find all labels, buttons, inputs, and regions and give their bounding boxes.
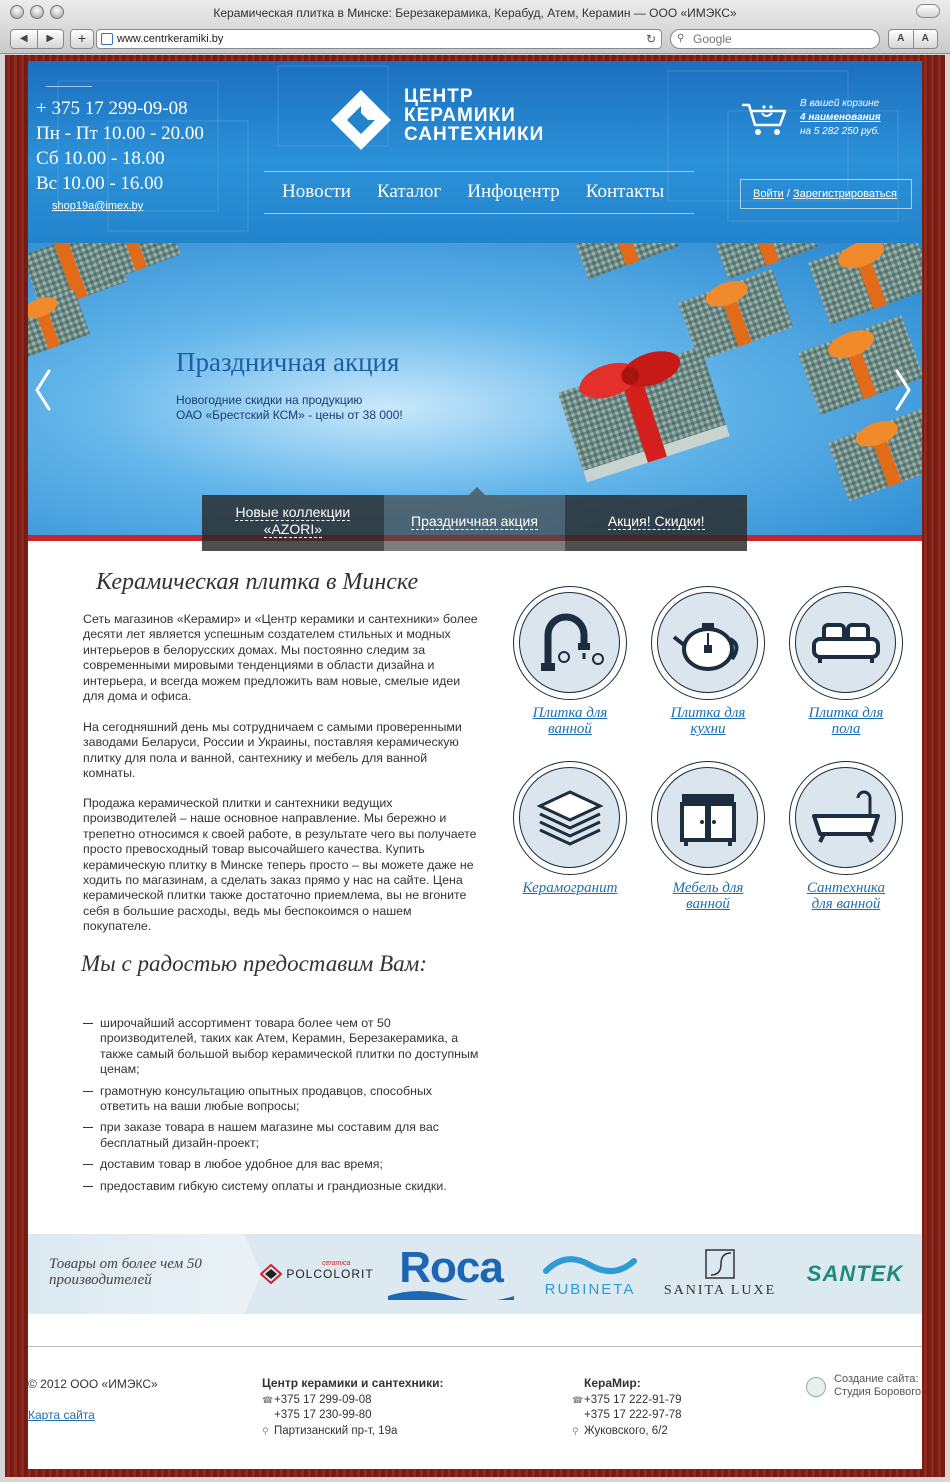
brands-tagline-line-2: производителей <box>49 1272 152 1288</box>
slide-tab-label: Акция! Скидки! <box>607 513 705 529</box>
hours-sunday: Вс 10.00 - 16.00 <box>36 173 164 194</box>
sofa-icon <box>810 609 882 677</box>
font-larger-button[interactable]: A <box>913 30 938 48</box>
copyright: © 2012 ООО «ИМЭКС» <box>28 1377 158 1391</box>
slide-desc-line-1: Новогодние скидки на продукцию <box>176 393 363 407</box>
category-circle <box>513 761 627 875</box>
category-label-line-1: Плитка для <box>532 705 608 721</box>
auth-box <box>740 179 912 209</box>
store-name: КераМир: <box>584 1376 641 1390</box>
shopping-cart[interactable] <box>740 97 910 143</box>
nav-item-contacts[interactable]: Контакты <box>585 181 665 202</box>
brands-tagline <box>28 1234 244 1314</box>
roca-wave-icon <box>388 1288 514 1300</box>
brand-santek[interactable] <box>792 1234 918 1314</box>
tile-stack-icon <box>534 784 606 852</box>
phone-icon: ☎ <box>262 1394 274 1405</box>
font-size-controls <box>888 29 938 49</box>
list-item: грамотную консультацию опытных продавцов, способных ответить на ваши любые вопросы; <box>83 1084 483 1115</box>
slide-tab-label: Новые коллекции <box>235 504 351 520</box>
category-plumbing[interactable] <box>778 761 914 912</box>
phone-icon: ☎ <box>572 1394 584 1405</box>
category-circle <box>513 586 627 700</box>
register-link[interactable]: Зарегистрироваться <box>792 188 897 200</box>
location-icon: ⚲ <box>572 1425 579 1436</box>
rubineta-name: RUBINETA <box>544 1280 636 1298</box>
page-frame <box>5 55 945 1477</box>
toolbar-toggle-button[interactable] <box>916 4 940 18</box>
category-label[interactable] <box>502 705 638 737</box>
cabinet-icon <box>672 784 744 852</box>
brand-polcolorit[interactable] <box>252 1234 382 1314</box>
category-label-line-1: Керамогранит <box>522 880 618 896</box>
store-phone: +375 17 230-99-80 <box>274 1409 372 1421</box>
window-title: Керамическая плитка в Минске: Березакерамика, Керабуд, Атем, Керамин — ООО «ИМЭКС» <box>213 6 737 20</box>
sales-paragraph: Продажа керамической плитки и сантехники ведущих производителей – наше основное направление. Мы бережно и трепетно относимся к своей работе, в результате чего вы получаете просто превосходный товар высочайшего качества. Купить керамическую плитку в Минске теперь просто – вы можете даже не ходить по магазинам, а сделать заказ прямо у нас на сайте. Цена керамической плитки также достаточно приемлема, вы не вгоните себя в большие расходы, ведь мы беспокоимся о нашем покупателе. <box>83 796 477 934</box>
site-header <box>28 61 922 243</box>
category-circle <box>789 761 903 875</box>
category-circle <box>789 586 903 700</box>
category-label-line-2: кухни <box>690 721 726 737</box>
store-address: Партизанский пр-т, 19а <box>274 1424 398 1437</box>
sanita-luxe-name: SANITA LUXE <box>663 1283 777 1298</box>
store-name: Центр керамики и сантехники: <box>262 1376 444 1390</box>
category-bathroom-furniture[interactable] <box>640 761 776 912</box>
header-contacts <box>36 96 204 196</box>
rubineta-wave-icon <box>542 1251 638 1279</box>
sitemap-link[interactable]: Карта сайта <box>28 1408 95 1422</box>
store-phone: +375 17 299-09-08 <box>274 1393 372 1406</box>
footer-divider <box>28 1346 922 1347</box>
category-label-line-2: для ванной <box>811 896 881 912</box>
cart-caption: В вашей корзине <box>800 98 880 109</box>
auth-separator: / <box>783 188 793 200</box>
santek-name: SANTEK <box>806 1261 904 1286</box>
logo-line-1: ЦЕНТР <box>404 86 474 107</box>
studio-caption: Создание сайта: <box>834 1373 919 1385</box>
main-navigation <box>264 171 694 217</box>
brand-sanita-luxe[interactable] <box>652 1234 788 1314</box>
sanita-luxe-logo-icon <box>705 1249 735 1279</box>
history-nav <box>10 29 64 49</box>
brands-strip <box>28 1234 922 1314</box>
store-phone: +375 17 222-97-78 <box>584 1409 682 1421</box>
cart-icon <box>740 101 788 137</box>
web-page <box>28 61 922 1469</box>
cart-items-link[interactable]: 4 наименования <box>800 112 881 123</box>
category-label-line-1: Сантехника <box>806 880 886 896</box>
category-floor-tile[interactable] <box>778 586 914 737</box>
slide-tab-holiday[interactable] <box>384 495 566 551</box>
polcolorit-name: POLCOLORIT <box>286 1267 374 1281</box>
category-label[interactable] <box>778 880 914 912</box>
faucet-icon <box>534 609 606 677</box>
category-label-line-2: ванной <box>686 896 730 912</box>
store-address: Жуковского, 6/2 <box>584 1424 668 1437</box>
hours-saturday: Сб 10.00 - 18.00 <box>36 148 165 169</box>
browser-search[interactable] <box>670 29 880 49</box>
forward-button[interactable]: ▶ <box>37 30 64 48</box>
studio-name: Студия Борового <box>834 1386 922 1398</box>
nav-item-infocenter[interactable]: Инфоцентр <box>467 181 560 202</box>
logo-text <box>404 87 544 144</box>
list-item: широчайший ассортимент товара более чем от 50 производителей, таких как Атем, Керамин, Березакерамика, а также самый большой выбор керамической плитки по доступным ценам; <box>83 1016 483 1078</box>
category-label-line-2: ванной <box>548 721 592 737</box>
reload-icon[interactable]: ↻ <box>645 32 656 46</box>
cart-summary <box>800 97 881 139</box>
teapot-icon <box>672 609 744 677</box>
intro-paragraph: Сеть магазинов «Керамир» и «Центр керамики и сантехники» более десяти лет является успешным создателем стильных и модных интерьеров в белорусских домах. Мы постоянно следим за современными мировыми тенденциями в области дизайна и интерьера, и всегда можем предложить вам новые, смелые идеи для дома и офиса. <box>83 612 478 704</box>
back-button[interactable]: ◀ <box>19 33 28 44</box>
slide-tab-azori[interactable] <box>202 495 384 551</box>
slide-description <box>176 393 403 423</box>
active-tab-marker <box>469 487 485 495</box>
slider-tabs <box>202 495 747 551</box>
footer-store-center <box>262 1376 444 1439</box>
search-icon: ⚲ <box>677 33 685 44</box>
site-logo[interactable] <box>330 83 600 153</box>
polcolorit-logo-icon <box>260 1264 282 1284</box>
category-circle <box>651 761 765 875</box>
page-title: Керамическая плитка в Минске <box>96 569 419 595</box>
category-label[interactable] <box>640 880 776 912</box>
url-text[interactable]: www.centrkeramiki.by <box>117 33 224 45</box>
font-smaller-button[interactable]: A <box>897 33 905 44</box>
category-label-line-1: Плитка для <box>670 705 746 721</box>
logo-line-2: КЕРАМИКИ <box>404 105 516 126</box>
hours-weekdays: Пн - Пт 10.00 - 20.00 <box>36 123 204 144</box>
studio-credit-text <box>834 1373 921 1399</box>
slide-tab-label: Праздничная акция <box>411 513 538 529</box>
brand-roca[interactable] <box>386 1234 516 1314</box>
search-input[interactable] <box>693 32 873 46</box>
list-item: при заказе товара в нашем магазине мы составим для вас бесплатный дизайн-проект; <box>83 1120 483 1151</box>
cart-total: на 5 282 250 руб. <box>800 126 880 137</box>
list-item: доставим товар в любое удобное для вас время; <box>83 1157 483 1172</box>
brands-tagline-line-1: Товары от более чем 50 <box>49 1256 202 1272</box>
brand-rubineta[interactable] <box>530 1234 650 1314</box>
list-item: предоставим гибкую систему оплаты и грандиозные скидки. <box>83 1179 483 1194</box>
category-label[interactable] <box>502 880 638 896</box>
partners-paragraph: На сегодняшний день мы сотрудничаем с самыми проверенными заводами Беларуси, России и Украины, поставляя керамическую плитку для пола и ванной, сантехнику и мебель для ванной комнаты. <box>83 720 462 781</box>
category-label[interactable] <box>778 705 914 737</box>
nav-item-news[interactable]: Новости <box>282 181 351 202</box>
store-phone: +375 17 222-91-79 <box>584 1393 682 1406</box>
bathtub-icon <box>810 784 882 852</box>
polcolorit-caption: ceramica <box>322 1260 351 1267</box>
logo-line-3: САНТЕХНИКИ <box>404 124 545 145</box>
nav-item-catalog[interactable]: Каталог <box>376 181 442 202</box>
studio-credit[interactable] <box>806 1373 922 1407</box>
category-kitchen-tile[interactable] <box>640 586 776 737</box>
logo-mark-icon <box>330 89 392 151</box>
category-label-line-1: Мебель для <box>672 880 744 896</box>
category-circle <box>651 586 765 700</box>
category-label[interactable] <box>640 705 776 737</box>
new-tab-button[interactable]: + <box>70 29 94 49</box>
category-label-line-1: Плитка для <box>808 705 884 721</box>
slide-tab-label-2: «AZORI» <box>263 521 323 537</box>
favicon-icon <box>101 33 113 45</box>
phone-number: + 375 17 299-09-08 <box>36 98 188 119</box>
category-label-line-2: пола <box>831 721 861 737</box>
address-bar[interactable] <box>96 29 662 49</box>
login-link[interactable]: Войти <box>753 188 784 200</box>
location-icon: ⚲ <box>262 1425 269 1436</box>
slide-desc-line-2: ОАО «Брестский КСМ» - цены от 38 000! <box>176 408 403 422</box>
slide-title: Праздничная акция <box>176 347 400 377</box>
slider-next-arrow-icon[interactable] <box>894 369 912 411</box>
slider-prev-arrow-icon[interactable] <box>34 369 52 411</box>
email-link[interactable]: shop19a@imex.by <box>52 200 144 212</box>
brands-tagline-text <box>49 1256 202 1288</box>
studio-logo-icon <box>806 1377 826 1397</box>
benefits-list <box>83 1016 483 1200</box>
footer-store-keramir <box>572 1376 682 1439</box>
slide-tab-sale[interactable] <box>565 495 747 551</box>
category-bathroom-tile[interactable] <box>502 586 638 737</box>
category-grid <box>502 586 902 926</box>
browser-chrome <box>0 0 950 54</box>
benefits-title: Мы с радостью предоставим Вам: <box>81 951 427 976</box>
roca-name: Roca <box>399 1243 503 1292</box>
category-porcelain[interactable] <box>502 761 638 896</box>
